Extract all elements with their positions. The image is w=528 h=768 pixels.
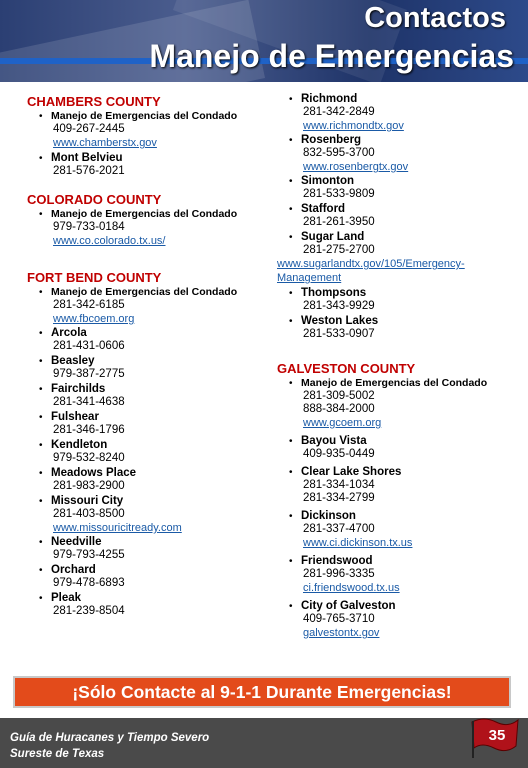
list-item (27, 411, 267, 437)
contact-phone: 409-765-3710 (303, 613, 375, 625)
list-item (27, 495, 267, 535)
list-item (277, 315, 522, 341)
bullet-icon: • (39, 328, 43, 339)
list-item (27, 564, 267, 590)
list-item (277, 555, 522, 595)
bullet-icon: • (39, 111, 43, 122)
contact-name: Meadows Place (51, 467, 137, 479)
contact-phone: 979-532-8240 (53, 452, 125, 464)
contact-name: Pleak (51, 592, 82, 604)
county-heading-colorado: COLORADO COUNTY (27, 192, 162, 207)
list-item (27, 208, 267, 248)
contacts-content (0, 82, 528, 672)
list-item (27, 286, 267, 326)
contact-phone: 832-595-3700 (303, 147, 375, 159)
contact-name: Manejo de Emergencias del Condado (301, 377, 488, 389)
contact-name: Kendleton (51, 439, 108, 451)
contact-link[interactable]: www.missouricitready.com (53, 522, 182, 534)
list-item (27, 383, 267, 409)
bullet-icon: • (39, 565, 43, 576)
bullet-icon: • (39, 287, 43, 298)
contact-phone: 281-334-1034 (303, 479, 375, 491)
bullet-icon: • (289, 436, 293, 447)
contact-phone: 281-983-2900 (53, 480, 125, 492)
contact-name: Clear Lake Shores (301, 466, 402, 478)
list-item (27, 536, 267, 562)
contact-name: Friendswood (301, 555, 373, 567)
contact-phone: 281-342-2849 (303, 106, 375, 118)
contact-phone: 979-387-2775 (53, 368, 125, 380)
contact-phone: 979-478-6893 (53, 577, 125, 589)
contact-link[interactable]: ci.friendswood.tx.us (303, 582, 400, 594)
contact-link[interactable]: www.co.colorado.tx.us/ (53, 235, 166, 247)
emergency-banner: ¡Sólo Contacte al 9-1-1 Durante Emergencias! (13, 676, 511, 708)
contact-name: Stafford (301, 203, 346, 215)
contact-name: Dickinson (301, 510, 356, 522)
contact-phone: 281-275-2700 (303, 244, 375, 256)
contact-phone: 281-576-2021 (53, 165, 125, 177)
list-item (27, 467, 267, 493)
bullet-icon: • (39, 384, 43, 395)
bullet-icon: • (289, 556, 293, 567)
contact-link[interactable]: www.gcoem.org (303, 417, 382, 429)
right-column (277, 93, 522, 640)
county-heading-chambers: CHAMBERS COUNTY (27, 94, 161, 109)
contact-name: Manejo de Emergencias del Condado (51, 110, 238, 122)
contact-link[interactable]: www.ci.dickinson.tx.us (303, 537, 413, 549)
bullet-icon: • (39, 209, 43, 220)
list-item (277, 175, 522, 201)
contact-name: Weston Lakes (301, 315, 379, 327)
contact-link[interactable]: www.fbcoem.org (53, 313, 135, 325)
bullet-icon: • (39, 496, 43, 507)
contact-phone: 281-343-9929 (303, 300, 375, 312)
contact-phone: 281-533-0907 (303, 328, 375, 340)
contact-phone: 281-996-3335 (303, 568, 375, 580)
list-item (277, 203, 522, 229)
contact-name: Mont Belvieu (51, 152, 123, 164)
contact-name: Beasley (51, 355, 95, 367)
sugarland-link[interactable]: www.sugarlandtx.gov/105/Emergency-Management (277, 258, 465, 284)
contact-name: City of Galveston (301, 600, 396, 612)
page-title-line1: Contactos (364, 2, 506, 34)
contact-phone: 281-533-9809 (303, 188, 375, 200)
contact-phone: 979-793-4255 (53, 549, 125, 561)
list-item (277, 231, 522, 257)
county-heading-fortbend: FORT BEND COUNTY (27, 270, 162, 285)
footer-line2: Sureste de Texas (10, 748, 105, 760)
contact-name: Rosenberg (301, 134, 362, 146)
footer-line1: Guía de Huracanes y Tiempo Severo (10, 732, 210, 744)
contact-phone: 281-346-1796 (53, 424, 125, 436)
contact-phone: 409-267-2445 (53, 123, 125, 135)
contact-name: Thompsons (301, 287, 367, 299)
list-item (277, 377, 522, 430)
bullet-icon: • (39, 593, 43, 604)
bullet-icon: • (289, 94, 293, 105)
contact-name: Simonton (301, 175, 355, 187)
list-item (27, 592, 267, 618)
contact-phone: 281-341-4638 (53, 396, 125, 408)
contact-name: Manejo de Emergencias del Condado (51, 208, 238, 220)
contact-link[interactable]: galvestontx.gov (303, 627, 380, 639)
bullet-icon: • (289, 316, 293, 327)
list-item (277, 466, 522, 505)
contact-name: Bayou Vista (301, 435, 367, 447)
contact-link[interactable]: www.richmondtx.gov (303, 120, 404, 132)
bullet-icon: • (39, 468, 43, 479)
page-number: 35 (488, 727, 506, 744)
list-item (277, 600, 522, 640)
contact-name: Richmond (301, 93, 358, 105)
contact-name: Sugar Land (301, 231, 365, 243)
bullet-icon: • (289, 511, 293, 522)
contact-phone: 979-733-0184 (53, 221, 125, 233)
contact-phone: 281-309-5002 (303, 390, 375, 402)
contact-phone: 281-334-2799 (303, 492, 375, 504)
bullet-icon: • (39, 537, 43, 548)
contact-name: Manejo de Emergencias del Condado (51, 286, 238, 298)
bullet-icon: • (39, 412, 43, 423)
list-item (27, 152, 267, 178)
list-item (27, 355, 267, 381)
contact-name: Needville (51, 536, 102, 548)
contact-phone: 281-337-4700 (303, 523, 375, 535)
list-item (277, 134, 522, 174)
contact-phone: 281-261-3950 (303, 216, 375, 228)
contact-phone: 409-935-0449 (303, 448, 375, 460)
contact-name: Orchard (51, 564, 96, 576)
bullet-icon: • (289, 204, 293, 215)
contact-phone: 281-342-6185 (53, 299, 125, 311)
contact-phone: 281-239-8504 (53, 605, 125, 617)
bullet-icon: • (39, 356, 43, 367)
contact-name: Arcola (51, 327, 87, 339)
page-header (0, 0, 528, 82)
list-item (277, 287, 522, 313)
list-item (27, 110, 267, 150)
list-item (277, 93, 522, 133)
footer-text (10, 730, 209, 762)
bullet-icon: • (289, 176, 293, 187)
contact-phone: 281-431-0606 (53, 340, 125, 352)
contact-name: Fulshear (51, 411, 99, 423)
left-column (27, 94, 267, 618)
bullet-icon: • (39, 153, 43, 164)
contact-link[interactable]: www.chamberstx.gov (53, 137, 157, 149)
bullet-icon: • (289, 467, 293, 478)
page-footer (0, 718, 528, 768)
contact-phone: 281-403-8500 (53, 508, 125, 520)
list-item (27, 327, 267, 353)
list-item (277, 510, 522, 550)
list-item (277, 435, 522, 461)
contact-phone: 888-384-2000 (303, 403, 375, 415)
bullet-icon: • (289, 232, 293, 243)
bullet-icon: • (289, 378, 293, 389)
bullet-icon: • (39, 440, 43, 451)
contact-link[interactable]: www.rosenbergtx.gov (303, 161, 409, 173)
county-heading-galveston: GALVESTON COUNTY (277, 361, 416, 376)
bullet-icon: • (289, 288, 293, 299)
bullet-icon: • (289, 601, 293, 612)
bullet-icon: • (289, 135, 293, 146)
page-title-line2: Manejo de Emergencias (149, 38, 514, 74)
contact-name: Fairchilds (51, 383, 106, 395)
list-item (27, 439, 267, 465)
contact-name: Missouri City (51, 495, 124, 507)
